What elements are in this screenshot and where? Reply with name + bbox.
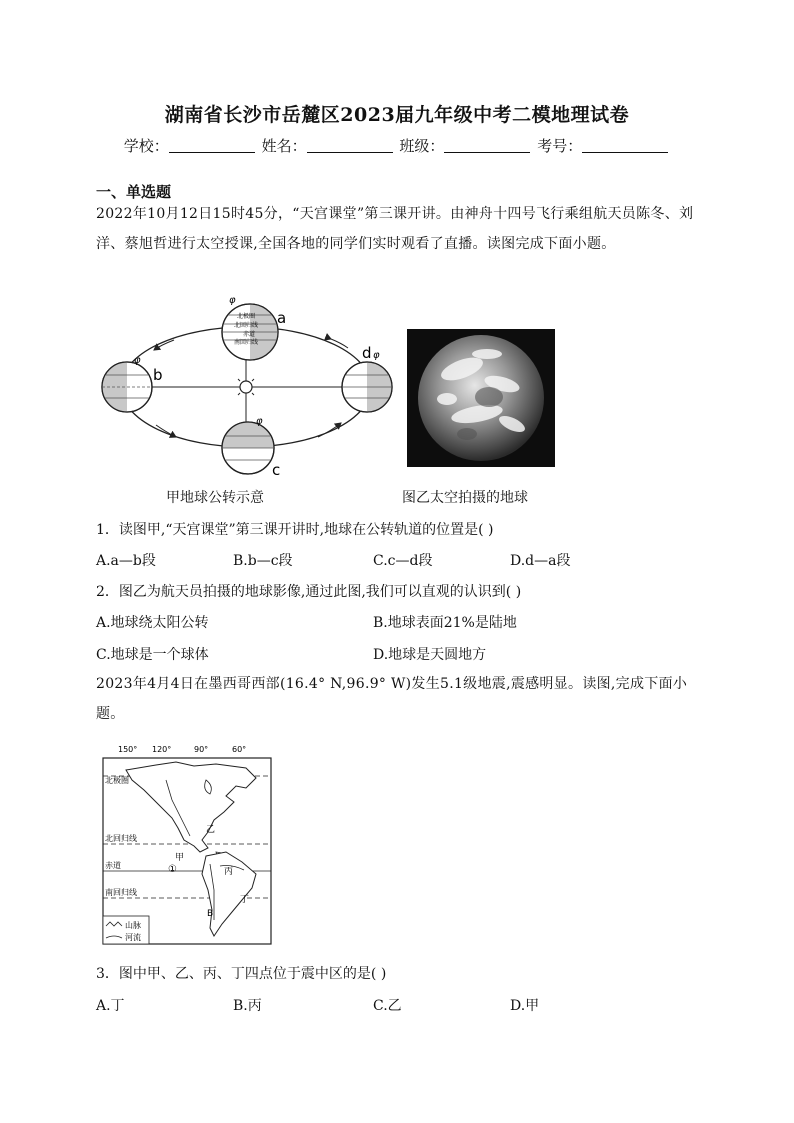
point-ding: 丁: [240, 895, 250, 905]
q3-option-c[interactable]: C.乙: [373, 998, 402, 1014]
label-a: a: [277, 309, 287, 327]
point-B: B: [207, 909, 214, 919]
question-3-stem: 3．图中甲、乙、丙、丁四点位于震中区的是( ): [96, 966, 387, 982]
map-legend: [103, 916, 149, 944]
question-2-stem: 2．图乙为航天员拍摄的地球影像,通过此图,我们可以直观的认识到( ): [96, 584, 522, 600]
lat-tropic-cancer: 北回归线: [105, 834, 137, 843]
school-label: 学校：: [123, 137, 169, 155]
phi-a: φ: [229, 295, 236, 306]
globe-line-label-arctic: 北极圈: [237, 313, 256, 320]
student-info-row: [0, 135, 794, 156]
phi-d: φ: [373, 350, 380, 361]
number-label: 考号：: [537, 137, 583, 155]
point-yi: 乙: [206, 825, 216, 835]
label-b: b: [153, 366, 163, 384]
lat-tropic-capricorn: 南回归线: [105, 888, 137, 897]
phi-c: φ: [256, 416, 263, 427]
q2-option-a[interactable]: A.地球绕太阳公转: [96, 615, 209, 631]
globe-line-label-equator: 赤道: [243, 331, 256, 338]
label-c: c: [272, 461, 281, 479]
exam-title: 湖南省长沙市岳麓区2023届九年级中考二模地理试卷: [164, 104, 630, 126]
sun-icon: [234, 375, 258, 399]
q3-option-b[interactable]: B.丙: [233, 998, 262, 1014]
globe-c: [222, 416, 280, 479]
globe-a: [222, 295, 286, 360]
legend-mountain: 山脉: [125, 921, 141, 930]
earth-revolution-diagram: [96, 295, 406, 480]
question-1-stem: 1．读图甲,“天宫课堂”第三课开讲时,地球在公转轨道的位置是( ): [96, 522, 494, 538]
q3-option-a[interactable]: A.丁: [96, 998, 125, 1014]
figure-caption-left: 甲地球公转示意: [166, 490, 264, 506]
section-title: 一、单选题: [96, 183, 172, 201]
legend-river: 河流: [125, 933, 141, 942]
lat-arctic-circle: 北极圈: [105, 776, 129, 785]
name-label: 姓名：: [261, 137, 307, 155]
phi-b: φ: [134, 355, 141, 366]
lon-120: 120°: [152, 745, 172, 754]
earth-photo: [407, 329, 555, 467]
point-circle-1: ①: [168, 864, 177, 875]
passage-2: 2023年4月4日在墨西哥西部(16.4° N,96.9° W)发生5.1级地震,震感明显。读图,完成下面小题。: [96, 676, 688, 722]
lon-90: 90°: [194, 745, 209, 754]
class-blank[interactable]: [444, 138, 530, 153]
q1-option-c[interactable]: C.c—d段: [373, 553, 433, 569]
number-blank[interactable]: [582, 138, 668, 153]
q1-option-d[interactable]: D.d—a段: [510, 553, 571, 569]
q2-option-b[interactable]: B.地球表面21%是陆地: [373, 615, 517, 631]
q2-option-d[interactable]: D.地球是天圆地方: [373, 647, 487, 663]
point-jia: 甲: [175, 853, 185, 863]
q1-option-a[interactable]: A.a—b段: [96, 553, 156, 569]
lon-150: 150°: [118, 745, 138, 754]
lat-equator: 赤道: [105, 861, 121, 870]
q2-option-c[interactable]: C.地球是一个球体: [96, 647, 209, 663]
q1-option-b[interactable]: B.b—c段: [233, 553, 293, 569]
label-d: d: [362, 344, 372, 362]
school-blank[interactable]: [169, 138, 255, 153]
q3-option-d[interactable]: D.甲: [510, 998, 540, 1014]
class-label: 班级：: [399, 137, 445, 155]
globe-line-label-tropic-s: 南回归线: [234, 339, 259, 346]
globe-b: [102, 355, 163, 412]
globe-d: [342, 344, 392, 412]
americas-map: [96, 740, 276, 950]
globe-line-label-tropic-n: 北回归线: [234, 322, 259, 329]
lon-60: 60°: [232, 745, 247, 754]
passage-1: 2022年10月12日15时45分，“天宫课堂”第三课开讲。由神舟十四号飞行乘组航天员陈冬、刘洋、蔡旭哲进行太空授课,全国各地的同学们实时观看了直播。读图完成下面小题。: [96, 206, 694, 252]
figure-caption-right: 图乙太空拍摄的地球: [402, 490, 528, 506]
name-blank[interactable]: [307, 138, 393, 153]
point-bing: 丙: [224, 867, 234, 877]
